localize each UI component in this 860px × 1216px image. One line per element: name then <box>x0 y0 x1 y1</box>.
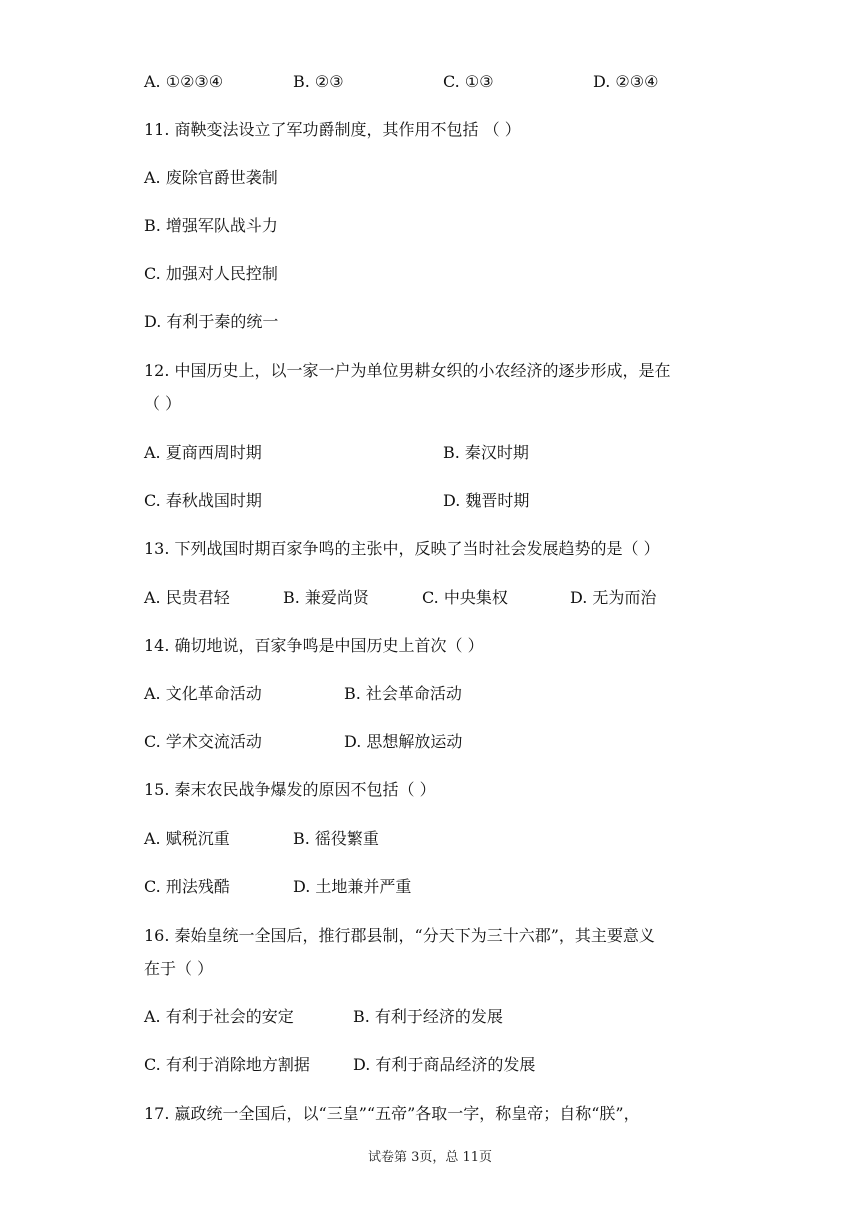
q15-stem: 15. 秦末农民战争爆发的原因不包括（ ） <box>144 780 436 799</box>
q11-option-c: C. 加强对人民控制 <box>144 264 278 283</box>
page-footer: 试卷第 3页，总 11页 <box>367 1150 493 1165</box>
q13-option-c: C. 中央集权 <box>422 588 508 607</box>
q11-option-a: A. 废除官爵世袭制 <box>144 168 278 187</box>
q10-option-b: B. ②③ <box>293 72 344 91</box>
q17-stem-line1: 17. 嬴政统一全国后，以“三皇”“五帝”各取一字，称皇帝；自称“朕”， <box>144 1104 640 1123</box>
q12-option-d: D. 魏晋时期 <box>443 491 530 510</box>
q13-option-a: A. 民贵君轻 <box>144 588 230 607</box>
q13-option-b: B. 兼爱尚贤 <box>283 588 369 607</box>
q15-option-b: B. 徭役繁重 <box>293 829 379 848</box>
q14-option-c: C. 学术交流活动 <box>144 732 262 751</box>
q10-option-d: D. ②③④ <box>593 72 659 91</box>
q11-option-d: D. 有利于秦的统一 <box>144 312 279 331</box>
q12-option-b: B. 秦汉时期 <box>443 443 529 462</box>
q14-option-d: D. 思想解放运动 <box>344 732 463 751</box>
q14-option-b: B. 社会革命活动 <box>344 684 462 703</box>
q11-stem: 11. 商鞅变法设立了军功爵制度，其作用不包括 （ ） <box>144 120 521 139</box>
q10-option-c: C. ①③ <box>443 72 494 91</box>
q11-option-b: B. 增强军队战斗力 <box>144 216 278 235</box>
q16-stem-line1: 16. 秦始皇统一全国后，推行郡县制，“分天下为三十六郡”，其主要意义 <box>144 926 655 945</box>
q16-option-c: C. 有利于消除地方割据 <box>144 1055 310 1074</box>
q16-option-a: A. 有利于社会的安定 <box>144 1007 294 1026</box>
q14-stem: 14. 确切地说，百家争鸣是中国历史上首次（ ） <box>144 636 484 655</box>
q12-stem-line1: 12. 中国历史上，以一家一户为单位男耕女织的小农经济的逐步形成，是在 <box>144 361 671 380</box>
q15-option-d: D. 土地兼并严重 <box>293 877 412 896</box>
q14-option-a: A. 文化革命活动 <box>144 684 262 703</box>
q13-option-d: D. 无为而治 <box>570 588 657 607</box>
q12-option-c: C. 春秋战国时期 <box>144 491 262 510</box>
q12-option-a: A. 夏商西周时期 <box>144 443 262 462</box>
q13-stem: 13. 下列战国时期百家争鸣的主张中，反映了当时社会发展趋势的是（ ） <box>144 539 660 558</box>
q16-option-b: B. 有利于经济的发展 <box>353 1007 503 1026</box>
q15-option-a: A. 赋税沉重 <box>144 829 230 848</box>
q15-option-c: C. 刑法残酷 <box>144 877 230 896</box>
q16-stem-line2: 在于（ ） <box>144 959 214 978</box>
q10-option-a: A. ①②③④ <box>144 72 224 91</box>
q16-option-d: D. 有利于商品经济的发展 <box>353 1055 536 1074</box>
q12-stem-line2: （ ） <box>144 394 182 413</box>
